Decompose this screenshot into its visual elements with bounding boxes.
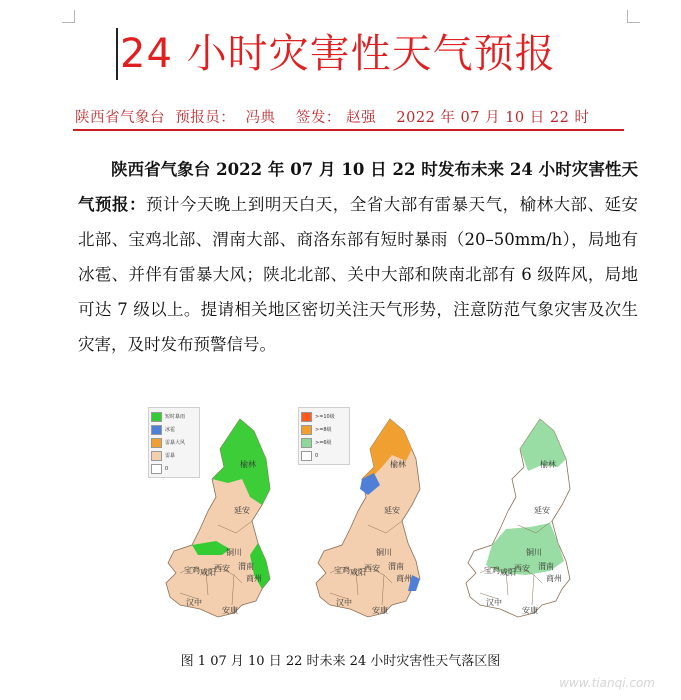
legend-label: >=10级 [315, 414, 335, 420]
city-label: 宝鸡 [334, 566, 350, 575]
legend-label: 雷暴大风 [165, 440, 186, 446]
forecast-body[interactable] [78, 152, 638, 362]
city-label: 榆林 [390, 460, 406, 469]
city-label: 铜川 [226, 548, 242, 557]
legend-label: 0 [315, 452, 319, 459]
city-label: 西安 [214, 564, 230, 573]
city-label: 延安 [384, 506, 400, 515]
city-label: 咸阳 [200, 568, 216, 577]
legend-label: 短时暴雨 [165, 414, 186, 420]
city-label: 安康 [222, 606, 238, 615]
city-label: 渭南 [388, 562, 404, 571]
city-label: 西安 [364, 564, 380, 573]
city-label: 咸阳 [500, 568, 516, 577]
city-label: 铜川 [526, 548, 542, 557]
city-label: 汉中 [186, 598, 202, 607]
city-label: 榆林 [540, 460, 556, 469]
city-label: 延安 [234, 506, 250, 515]
city-label: 商州 [246, 574, 262, 583]
forecaster-label: 预报员： [175, 110, 236, 126]
city-label: 渭南 [238, 562, 254, 571]
city-label: 咸阳 [350, 568, 366, 577]
signer-label: 签发： [295, 110, 341, 126]
city-label: 商州 [396, 574, 412, 583]
city-label: 铜川 [376, 548, 392, 557]
document-title[interactable]: 24 小时灾害性天气预报 [120, 31, 556, 77]
header-divider [73, 129, 624, 131]
legend-label: 冰雹 [165, 427, 176, 433]
city-label: 宝鸡 [484, 566, 500, 575]
city-label: 安康 [372, 606, 388, 615]
issuer-line [75, 106, 635, 127]
forecast-maps [146, 405, 586, 630]
city-label: 榆林 [240, 460, 256, 469]
city-label: 安康 [522, 606, 538, 615]
legend-label: 0 [165, 465, 169, 472]
city-label: 渭南 [538, 562, 554, 571]
page-corner-marker-left [62, 10, 75, 23]
city-label: 西安 [514, 564, 530, 573]
signer-name: 赵强 [345, 110, 376, 126]
city-label: 延安 [534, 506, 550, 515]
forecaster-name: 冯典 [245, 110, 276, 126]
figure-caption: 图 1 07 月 10 日 22 时未来 24 小时灾害性天气落区图 [180, 654, 501, 669]
text-cursor [116, 28, 118, 80]
city-label: 宝鸡 [184, 566, 200, 575]
legend-label: 雷暴 [165, 453, 176, 459]
watermark: www.tianqi.com [559, 676, 655, 690]
legend-label: >=8级 [315, 427, 332, 433]
city-labels [146, 405, 586, 630]
legend-label: >=6级 [315, 440, 332, 446]
city-label: 商州 [546, 574, 562, 583]
forecast-lead: 陕西省气象台 2022 年 07 月 10 日 22 时发布未来 24 小时灾害性天气预报： [78, 160, 638, 214]
page-corner-marker-right [627, 10, 640, 23]
city-label: 汉中 [336, 598, 352, 607]
issuer-org: 陕西省气象台 [75, 110, 165, 126]
issue-datetime: 2022 年 07 月 10 日 22 时 [396, 110, 590, 126]
forecast-text: 预计今天晚上到明天白天，全省大部有雷暴天气，榆林大部、延安北部、宝鸡北部、渭南大部、商洛东部有短时暴雨（20–50mm/h），局地有冰雹、并伴有雷暴大风；陕北北部、关中大部和陕南北部有 6 级阵风，局地可达 7 级以上。提请相关地区密切关注天气形势，注意防范气象灾害及次生灾害，及时发布预警信号。 [78, 195, 638, 354]
city-label: 汉中 [486, 598, 502, 607]
